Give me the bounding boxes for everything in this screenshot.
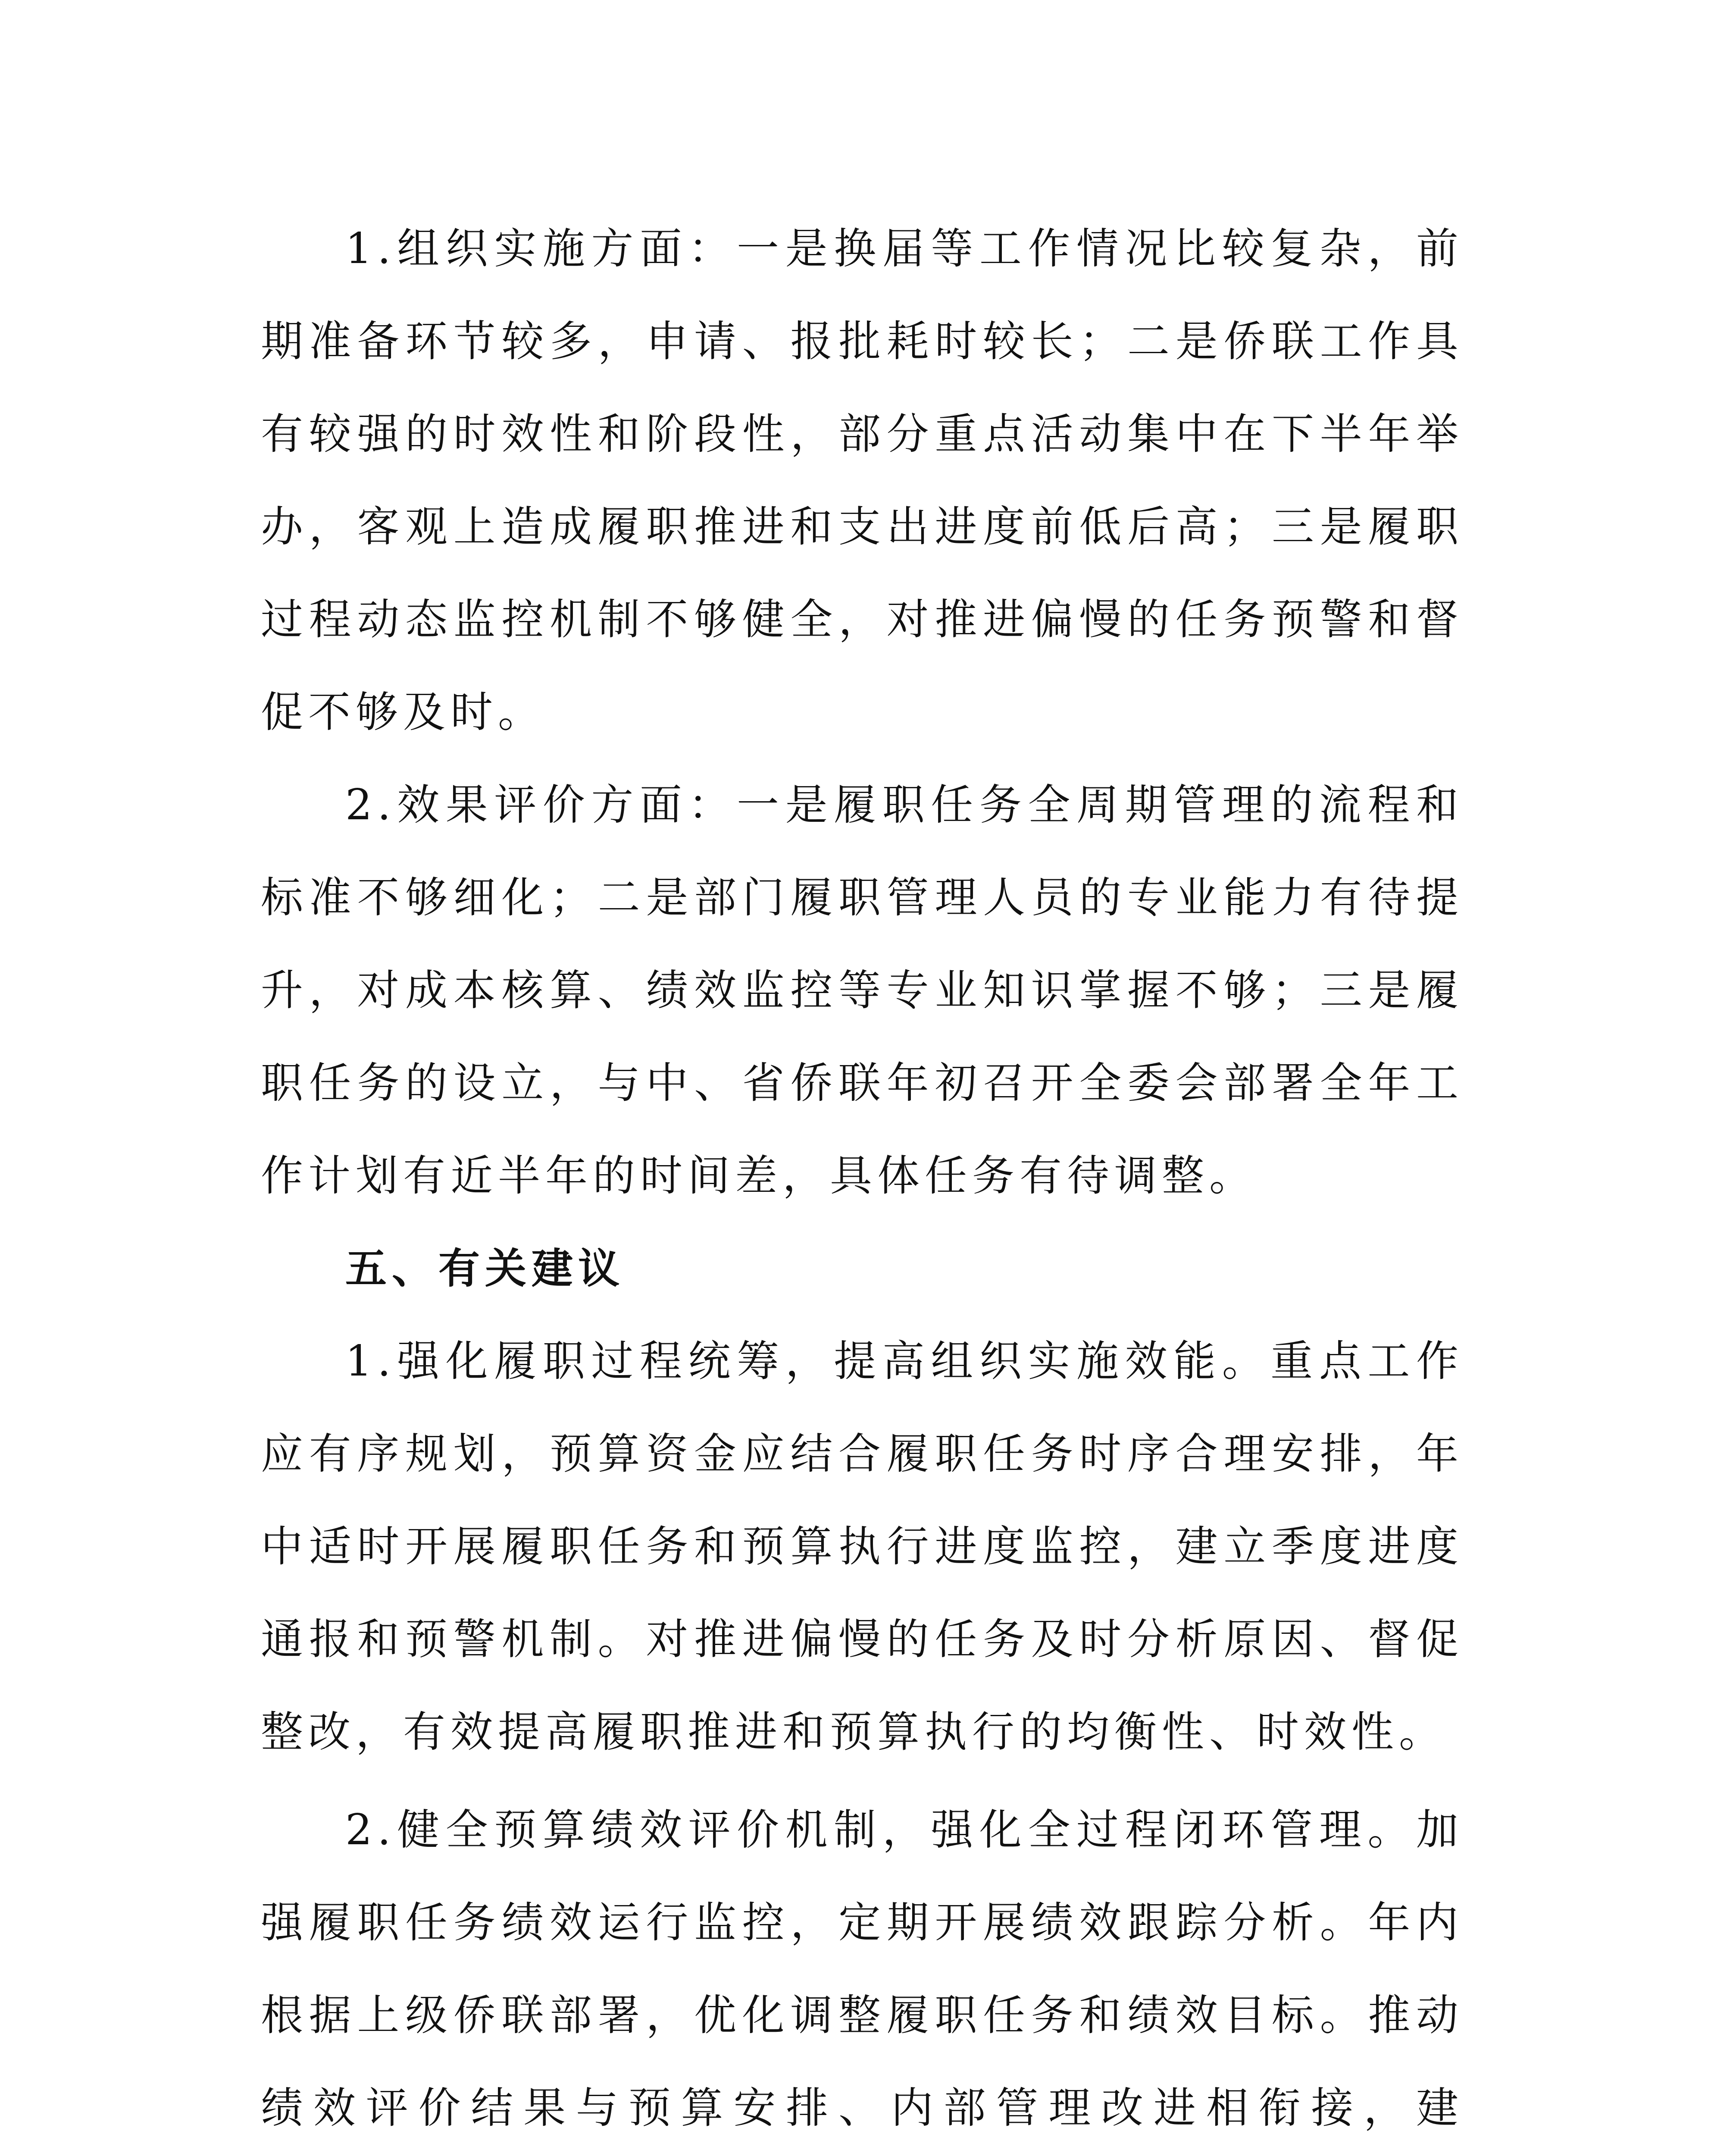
paragraph-implementation-issues: 1.组织实施方面：一是换届等工作情况比较复杂，前期准备环节较多，申请、报批耗时较长；二是侨联工作具有较强的时效性和阶段性，部分重点活动集中在下半年举办，客观上造成履职推进和支出进度前低后高；三是履职过程动态监控机制不够健全，对推进偏慢的任务预警和督促不够及时。 — [261, 224, 1464, 737]
paragraph-recommendation-2: 2.健全预算绩效评价机制，强化全过程闭环管理。加强履职任务绩效运行监控，定期开展绩效跟踪分析。年内根据上级侨联部署，优化调整履职任务和绩效目标。推动绩效评价结果与预算安排、内部管理改进相衔接，建 — [261, 1805, 1464, 2133]
paragraph-evaluation-issues: 2.效果评价方面：一是履职任务全周期管理的流程和标准不够细化；二是部门履职管理人员的专业能力有待提升，对成本核算、绩效监控等专业知识掌握不够；三是履职任务的设立，与中、省侨联年初召开全委会部署全年工作计划有近半年的时间差，具体任务有待调整。 — [261, 780, 1464, 1200]
section-heading-recommendations: 五、有关建议 — [345, 1244, 625, 1293]
document-body — [261, 203, 1464, 2156]
paragraph-recommendation-1: 1.强化履职过程统筹，提高组织实施效能。重点工作应有序规划，预算资金应结合履职任务时序合理安排，年中适时开展履职任务和预算执行进度监控，建立季度进度通报和预警机制。对推进偏慢的任务及时分析原因、督促整改，有效提高履职推进和预算执行的均衡性、时效性。 — [261, 1337, 1464, 1757]
